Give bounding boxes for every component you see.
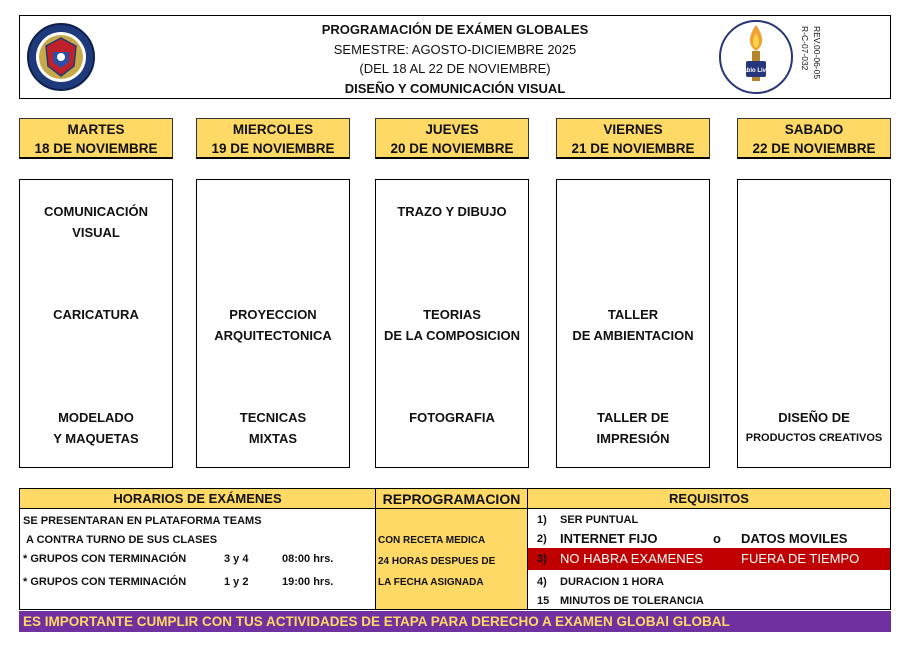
code-line-1: R-C-07-032 (800, 26, 810, 71)
reprogramacion-header: REPROGRAMACION (375, 489, 528, 509)
day-header-thursday (375, 118, 529, 159)
day-name: MIERCOLES (232, 122, 314, 137)
group-label-2: * GRUPOS CON TERMINACIÓN (23, 576, 187, 588)
right-logo-text: Pablo Livas (739, 68, 773, 74)
day-name: MARTES (67, 122, 125, 137)
reprogramacion-line-1: CON RECETA MEDICA (378, 535, 486, 546)
exam-subject: FOTOGRAFIA (409, 410, 495, 425)
header-date-range: (DEL 18 AL 22 DE NOVIEMBRE) (359, 61, 551, 76)
day-column-tuesday (19, 179, 173, 468)
day-date: 18 DE NOVIEMBRE (34, 141, 158, 156)
day-header-tuesday (19, 118, 173, 159)
exam-subject: MODELADO Y MAQUETAS (53, 410, 139, 446)
group-time-2: 19:00 hrs. (282, 576, 334, 588)
group-label-1: * GRUPOS CON TERMINACIÓN (23, 553, 187, 565)
day-name: SABADO (784, 122, 844, 137)
day-name: JUEVES (425, 122, 479, 137)
day-header-wednesday (196, 118, 350, 159)
exam-subject: PROYECCION ARQUITECTONICA (214, 307, 332, 343)
day-column-wednesday (196, 179, 350, 468)
code-line-2: REV.00-06-05 (812, 26, 822, 80)
group-time-1: 08:00 hrs. (282, 553, 334, 565)
document-header (19, 15, 891, 99)
header-program: DISEÑO Y COMUNICACIÓN VISUAL (344, 80, 566, 96)
day-name: VIERNES (603, 122, 663, 137)
reprogramacion-line-2: 24 HORAS DESPUES DE (378, 556, 496, 567)
reprogramacion-line-3: LA FECHA ASIGNADA (378, 577, 484, 588)
requisito-3: 3) NO HABRA EXAMENES FUERA DE TIEMPO (537, 551, 860, 566)
day-column-thursday (375, 179, 529, 468)
group-digits-1: 3 y 4 (224, 553, 249, 565)
requisito-1: 1) SER PUNTUAL (537, 514, 639, 526)
horarios-line-1: SE PRESENTARAN EN PLATAFORMA TEAMS (23, 515, 262, 527)
horarios-line-2: A CONTRA TURNO DE SUS CLASES (26, 534, 218, 546)
header-title: PROGRAMACIÓN DE EXÁMEN GLOBALES (321, 22, 589, 37)
requisitos-header: REQUISITOS (528, 489, 890, 509)
exam-subject: TRAZO Y DIBUJO (397, 204, 507, 219)
exam-subject: TEORIAS DE LA COMPOSICION (383, 307, 521, 343)
requisito-4: 4) DURACION 1 HORA (537, 576, 664, 588)
day-date: 19 DE NOVIEMBRE (211, 141, 335, 156)
school-torch-logo (716, 17, 796, 97)
exam-subject: COMUNICACIÓN VISUAL (44, 204, 148, 240)
day-date: 20 DE NOVIEMBRE (390, 141, 514, 156)
header-semester: SEMESTRE: AGOSTO-DICIEMBRE 2025 (333, 41, 577, 57)
exam-subject: TECNICAS MIXTAS (239, 410, 307, 446)
exam-subject: CARICATURA (53, 307, 139, 322)
document-code (800, 26, 850, 92)
requisito-2: 2) INTERNET FIJO o DATOS MOVILES (537, 531, 848, 546)
day-date: 21 DE NOVIEMBRE (571, 141, 695, 156)
group-digits-2: 1 y 2 (224, 576, 249, 588)
horarios-header: HORARIOS DE EXÁMENES (20, 489, 375, 509)
exam-subject: DISEÑO DE PRODUCTOS CREATIVOS (745, 410, 883, 444)
day-header-friday (556, 118, 710, 159)
exam-subject: TALLER DE AMBIENTACION (572, 307, 694, 343)
day-date: 22 DE NOVIEMBRE (752, 141, 876, 156)
day-column-saturday (737, 179, 891, 468)
footer-notice: ES IMPORTANTE CUMPLIR CON TUS ACTIVIDADES DE ETAPA PARA DERECHO A EXAMEN GLOBAl GLOBAL (19, 611, 891, 632)
requisito-5: 15 MINUTOS DE TOLERANCIA (537, 595, 704, 607)
day-column-friday (556, 179, 710, 468)
exam-subject: TALLER DE IMPRESIÓN (596, 410, 670, 446)
day-header-saturday (737, 118, 891, 159)
